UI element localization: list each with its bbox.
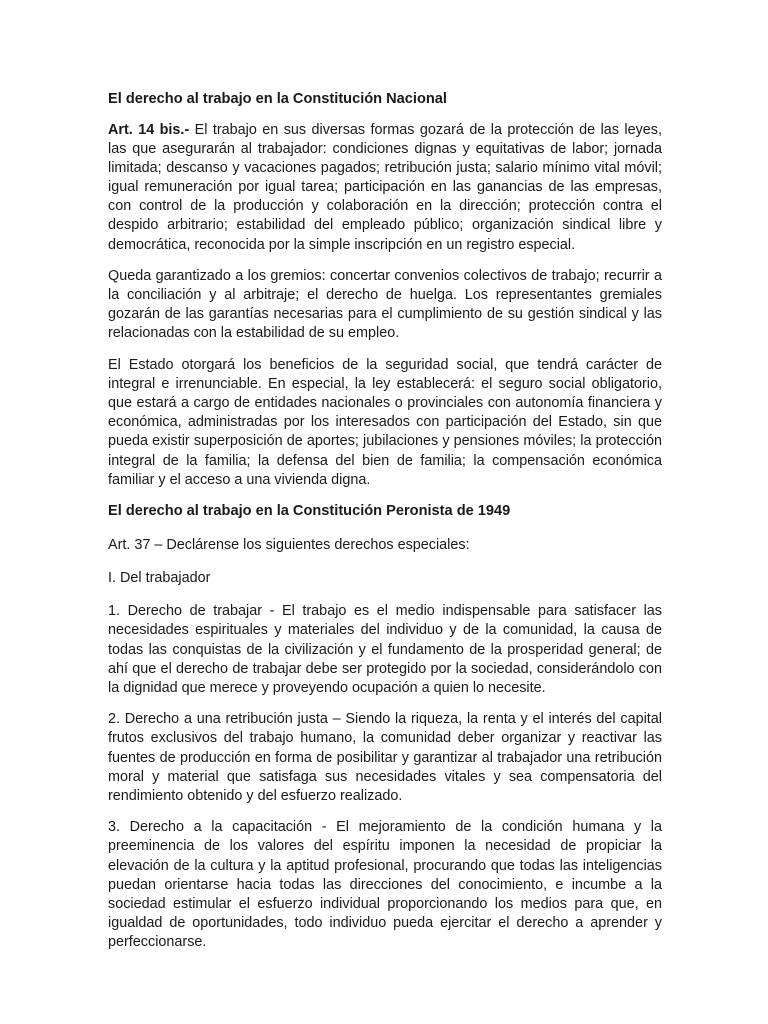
paragraph-del-trabajador: I. Del trabajador: [108, 570, 211, 587]
section-heading-constitucion-1949: El derecho al trabajo en la Constitución Peronista de 1949: [108, 503, 511, 520]
paragraph-capacitacion: 3. Derecho a la capacitación - El mejoramiento de la condición humana y la preeminencia de los valores del espíritu imponen la necesidad de propiciar la elevación de la cultura y la aptitud profesional, procurando que todas las inteligencias puedan orientarse hacia todas las direcciones del conocimiento, e incumbe a la sociedad estimular el esfuerzo individual proporcionando los medios para que, en igualdad de oportunidades, todo individuo pueda ejercitar el derecho a aprender y perfeccionarse.: [108, 819, 662, 950]
article-lead-label: Art. 14 bis.-: [108, 122, 190, 138]
paragraph-retribucion-justa: 2. Derecho a una retribución justa – Siendo la riqueza, la renta y el interés del capital frutos exclusivos del trabajo humano, la comunidad deber organizar y reactivar las fuentes de producción en forma de posibilitar y garantizar al trabajador una retribución moral y material que satisfaga sus necesidades vitales y sea compensatoria del rendimiento obtenido y del esfuerzo realizado.: [108, 711, 662, 804]
paragraph-art-14-bis: [108, 121, 662, 255]
paragraph-art-37: Art. 37 – Declárense los siguientes derechos especiales:: [108, 537, 470, 554]
document-page: [108, 90, 662, 964]
paragraph-seguridad-social: El Estado otorgará los beneficios de la seguridad social, que tendrá carácter de integral e irrenunciable. En especial, la ley establecerá: el seguro social obligatorio, que estará a cargo de entidades nacionales o provinciales con autonomía financiera y económica, administradas por los interesados con participación del Estado, sin que pueda existir superposición de aportes; jubilaciones y pensiones móviles; la protección integral de la familia; la defensa del bien de familia; la compensación económica familiar y el acceso a una vivienda digna.: [108, 357, 662, 488]
paragraph-text: El trabajo en sus diversas formas gozará de la protección de las leyes, las que asegurarán al trabajador: condiciones dignas y equitativas de labor; jornada limitada; descanso y vacaciones pagados; retribución justa; salario mínimo vital móvil; igual remuneración por igual tarea; participación en las ganancias de las empresas, con control de la producción y colaboración en la dirección; protección contra el despido arbitrario; estabilidad del empleado público; organización sindical libre y democrática, reconocida por la simple inscripción en un registro especial.: [108, 122, 663, 253]
paragraph-derecho-de-trabajar: 1. Derecho de trabajar - El trabajo es el medio indispensable para satisfacer las necesidades espirituales y materiales del individuo y de la comunidad, la causa de todas las conquistas de la civilización y el fundamento de la prosperidad general; de ahí que el derecho de trabajar debe ser protegido por la sociedad, considerándolo con la dignidad que merece y proveyendo ocupación a quien lo necesite.: [108, 603, 662, 696]
paragraph-gremios: Queda garantizado a los gremios: concertar convenios colectivos de trabajo; recurrir a la conciliación y al arbitraje; el derecho de huelga. Los representantes gremiales gozarán de las garantías necesarias para el cumplimiento de su gestión sindical y las relacionadas con la estabilidad de su empleo.: [108, 268, 662, 342]
section-heading-constitucion-nacional: El derecho al trabajo en la Constitución Nacional: [108, 91, 447, 107]
